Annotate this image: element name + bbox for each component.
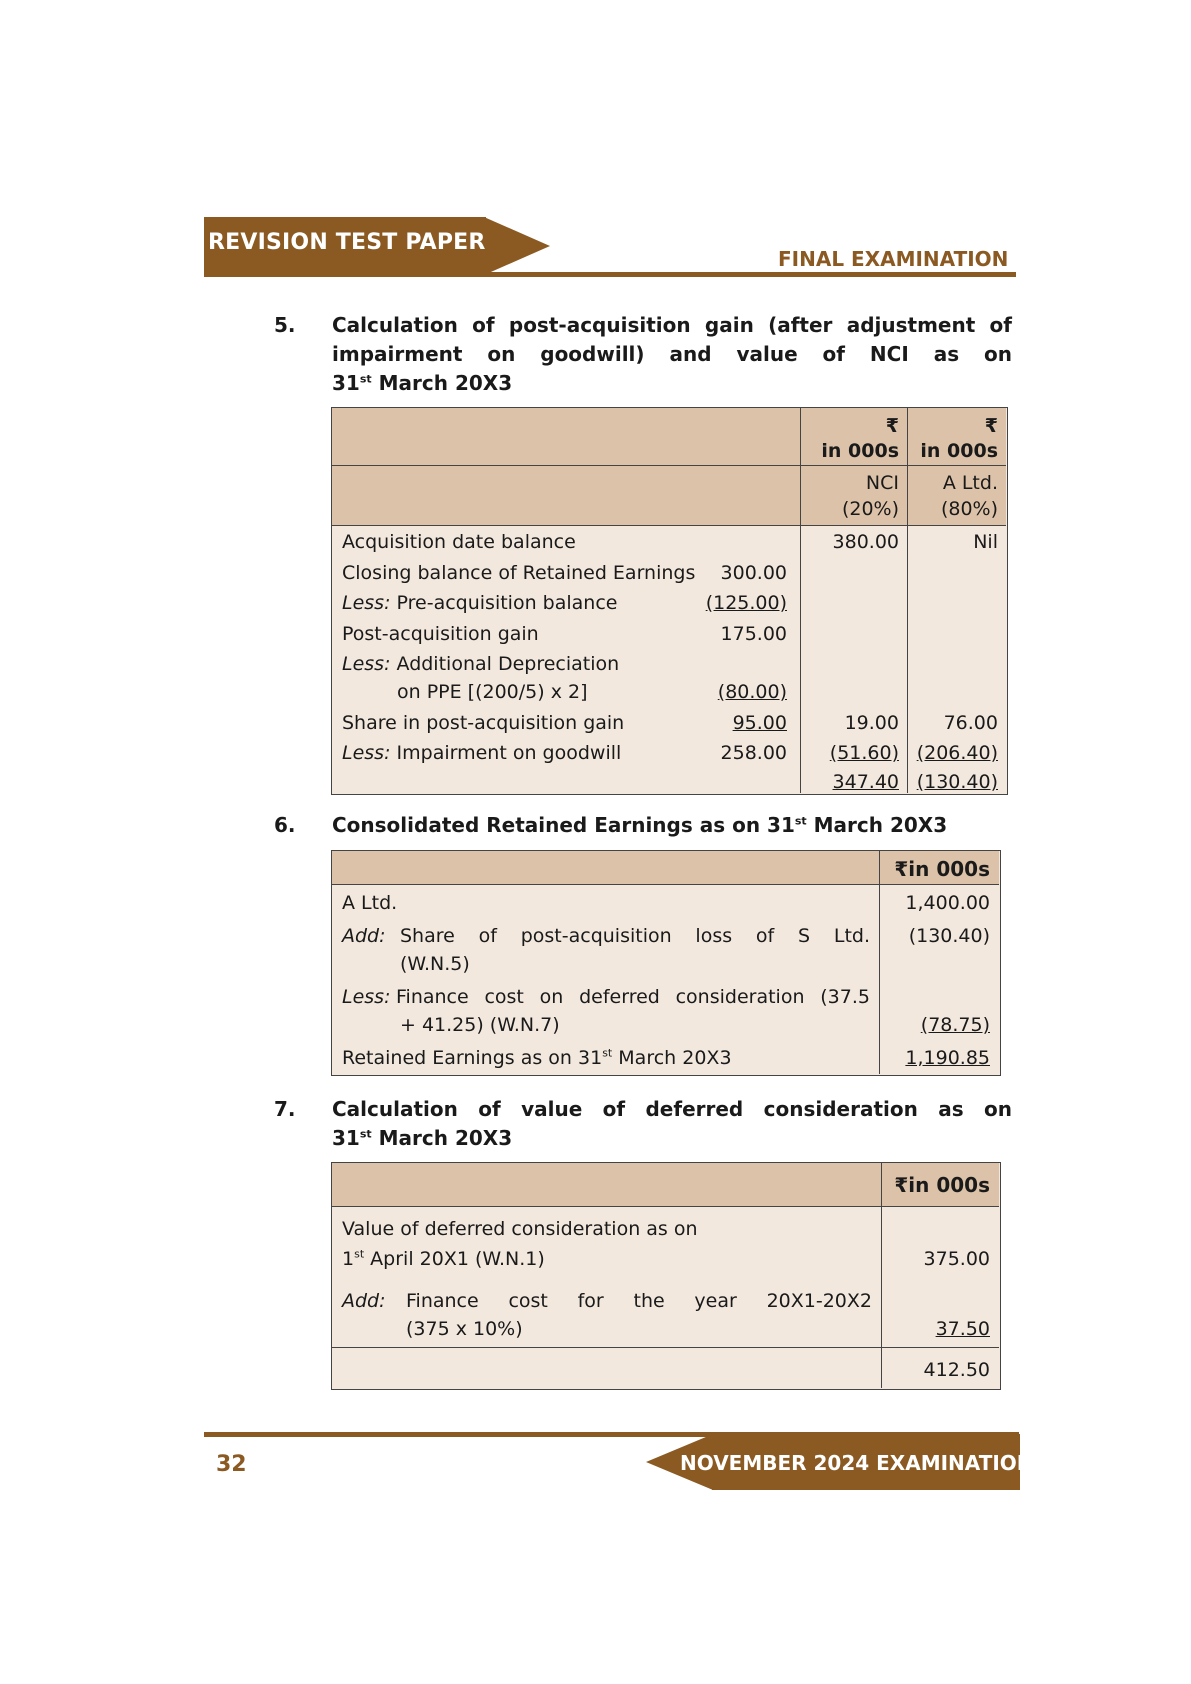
header-left-title: REVISION TEST PAPER (208, 230, 486, 255)
col-altd-label: A Ltd. (942, 472, 998, 494)
section-7-title-line-1: Calculation of value of deferred consideration as on (332, 1097, 1012, 1121)
section-6-title: Consolidated Retained Earnings as on 31st March 20X3 (332, 813, 948, 837)
row-label: Post-acquisition gain (342, 623, 539, 645)
row-label: Acquisition date balance (342, 531, 576, 553)
table-consolidated-retained-earnings (331, 850, 1001, 1076)
cell-amount: (125.00) (705, 592, 787, 614)
row-label: Less: Impairment on goodwill (342, 742, 622, 764)
row-label: Finance cost for the year 20X1-20X2 (406, 1290, 872, 1312)
row-label: Retained Earnings as on 31st March 20X3 (342, 1046, 732, 1069)
cell-amount: 258.00 (720, 742, 787, 764)
page-number: 32 (216, 1452, 247, 1477)
cell-amount: 300.00 (720, 562, 787, 584)
col-altd-unit: in 000s (920, 440, 998, 462)
row-label-prefix: Less: (342, 986, 391, 1008)
row-label: A Ltd. (342, 892, 398, 914)
cell-amount: 375.00 (923, 1248, 990, 1270)
header-rule (204, 272, 1016, 277)
row-label: Finance cost on deferred consideration (37.5 (396, 986, 870, 1008)
col-amount-header: ₹in 000s (894, 1173, 990, 1197)
section-5-title-line-2: impairment on goodwill) and value of NCI as on (332, 342, 1012, 366)
cell-amount: (80.00) (717, 681, 787, 703)
col-nci-currency: ₹ (885, 415, 899, 437)
col-nci-label: NCI (865, 472, 899, 494)
cell-amount-total: 1,190.85 (905, 1047, 990, 1069)
section-7-number: 7. (274, 1097, 296, 1121)
row-label: Less: Additional Depreciation (342, 653, 620, 675)
cell-amount: 95.00 (732, 712, 787, 734)
row-label-continued: 1st April 20X1 (W.N.1) (342, 1247, 545, 1270)
section-5-title-line-3: 31st March 20X3 (332, 371, 513, 395)
cell-amount: 175.00 (720, 623, 787, 645)
row-label: Value of deferred consideration as on (342, 1218, 698, 1240)
row-label: Less: Pre-acquisition balance (342, 592, 618, 614)
footer-exam-label: NOVEMBER 2024 EXAMINATION (680, 1451, 1034, 1475)
col-amount-header: ₹in 000s (894, 857, 990, 881)
row-label-continued: (W.N.5) (400, 953, 470, 975)
section-7-title-line-2: 31st March 20X3 (332, 1126, 513, 1150)
section-5-number: 5. (274, 313, 296, 337)
cell-altd-total: (130.40) (916, 771, 998, 793)
col-altd-currency: ₹ (984, 415, 998, 437)
row-label-continued: + 41.25) (W.N.7) (400, 1014, 560, 1036)
section-5-title-line-1: Calculation of post-acquisition gain (after adjustment of (332, 313, 1012, 337)
col-nci-percent: (20%) (841, 498, 899, 520)
table-post-acquisition-gain (331, 407, 1008, 795)
row-label: Share in post-acquisition gain (342, 712, 625, 734)
row-label-prefix: Add: (342, 925, 386, 947)
col-nci-unit: in 000s (821, 440, 899, 462)
row-label-continued: on PPE [(200/5) x 2] (397, 681, 588, 703)
row-label-prefix: Add: (342, 1290, 386, 1312)
cell-nci: 380.00 (832, 531, 899, 553)
cell-amount: 1,400.00 (905, 892, 990, 914)
cell-altd: Nil (973, 531, 998, 553)
cell-altd: 76.00 (943, 712, 998, 734)
row-label: Closing balance of Retained Earnings (342, 562, 696, 584)
header-banner-arrow (484, 217, 550, 275)
cell-amount: (78.75) (920, 1014, 990, 1036)
cell-nci: 19.00 (844, 712, 899, 734)
cell-nci: (51.60) (829, 742, 899, 764)
table-header-background (332, 408, 1006, 526)
row-label: Share of post-acquisition loss of S Ltd. (400, 925, 870, 947)
col-altd-percent: (80%) (940, 498, 998, 520)
cell-amount: 37.50 (935, 1318, 990, 1340)
cell-amount-total: 412.50 (923, 1359, 990, 1381)
cell-nci-total: 347.40 (832, 771, 899, 793)
cell-altd: (206.40) (916, 742, 998, 764)
row-label-continued: (375 x 10%) (406, 1318, 523, 1340)
cell-amount: (130.40) (908, 925, 990, 947)
header-right-title: FINAL EXAMINATION (778, 247, 1009, 271)
table-deferred-consideration (331, 1162, 1001, 1390)
section-6-number: 6. (274, 813, 296, 837)
